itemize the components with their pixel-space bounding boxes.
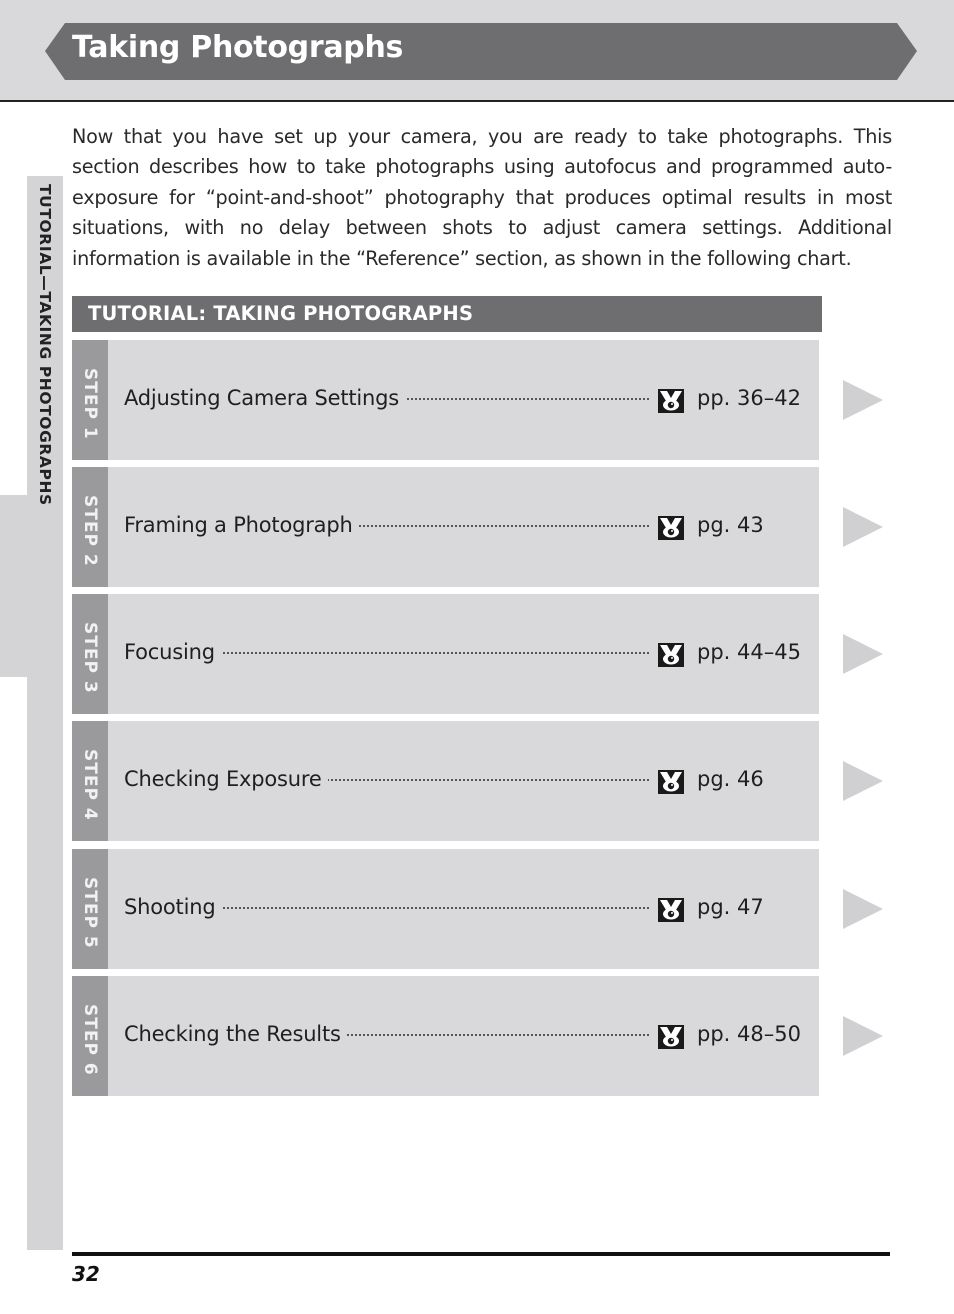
section-title: TUTORIAL: TAKING PHOTOGRAPHS [88,302,474,325]
step-title: Checking the Results [124,1020,347,1048]
reference-icon [658,898,684,922]
reference-icon [658,389,684,413]
page-reference: pg. 46 [697,767,764,791]
step-tag [72,340,108,460]
right-arrow-icon [843,380,883,420]
page-number: 32 [72,1262,100,1286]
step-tag [72,721,108,841]
reference-icon [658,770,684,794]
page-reference: pp. 48–50 [697,1022,801,1046]
step-row [72,976,819,1096]
step-row [72,340,819,460]
intro-paragraph: Now that you have set up your camera, you are ready to take photographs. This section describes how to take photographs using autofocus and programmed auto-exposure for “point-and-shoot” photography that produces optimal results in most situations, with no delay between shots to adjust camera settings. Additional information is available in the “Reference” section, as shown in the following chart. [72,125,892,270]
step-row [72,594,819,714]
page-reference: pp. 36–42 [697,386,801,410]
right-arrow-icon [843,889,883,929]
step-tag [72,849,108,969]
step-title: Framing a Photograph [124,511,359,539]
step-row [72,467,819,587]
step-row [72,849,819,969]
step-title: Checking Exposure [124,765,328,793]
step-tag [72,467,108,587]
reference-icon [658,643,684,667]
right-arrow-icon [843,1016,883,1056]
step-tag-label: STEP 6 [80,1004,100,1076]
page-reference: pp. 44–45 [697,640,801,664]
step-title: Shooting [124,893,221,921]
step-tag-label: STEP 5 [80,877,100,949]
step-tag-label: STEP 1 [80,368,100,440]
step-tag [72,594,108,714]
side-tab-label: TUTORIAL—TAKING PHOTOGRAPHS [36,184,54,506]
right-arrow-icon [843,634,883,674]
footer-rule [72,1252,890,1256]
right-arrow-icon [843,761,883,801]
right-arrow-icon [843,507,883,547]
step-tag-label: STEP 2 [80,495,100,567]
header-rule [0,100,954,102]
page-reference: pg. 47 [697,895,764,919]
reference-icon [658,1025,684,1049]
step-title: Adjusting Camera Settings [124,384,405,412]
side-tab [0,495,27,677]
step-tag-label: STEP 4 [80,749,100,821]
step-title: Focusing [124,638,221,666]
page-title: Taking Photographs [72,30,404,65]
step-tag [72,976,108,1096]
step-row [72,721,819,841]
reference-icon [658,516,684,540]
page-reference: pg. 43 [697,513,764,537]
step-tag-label: STEP 3 [80,622,100,694]
